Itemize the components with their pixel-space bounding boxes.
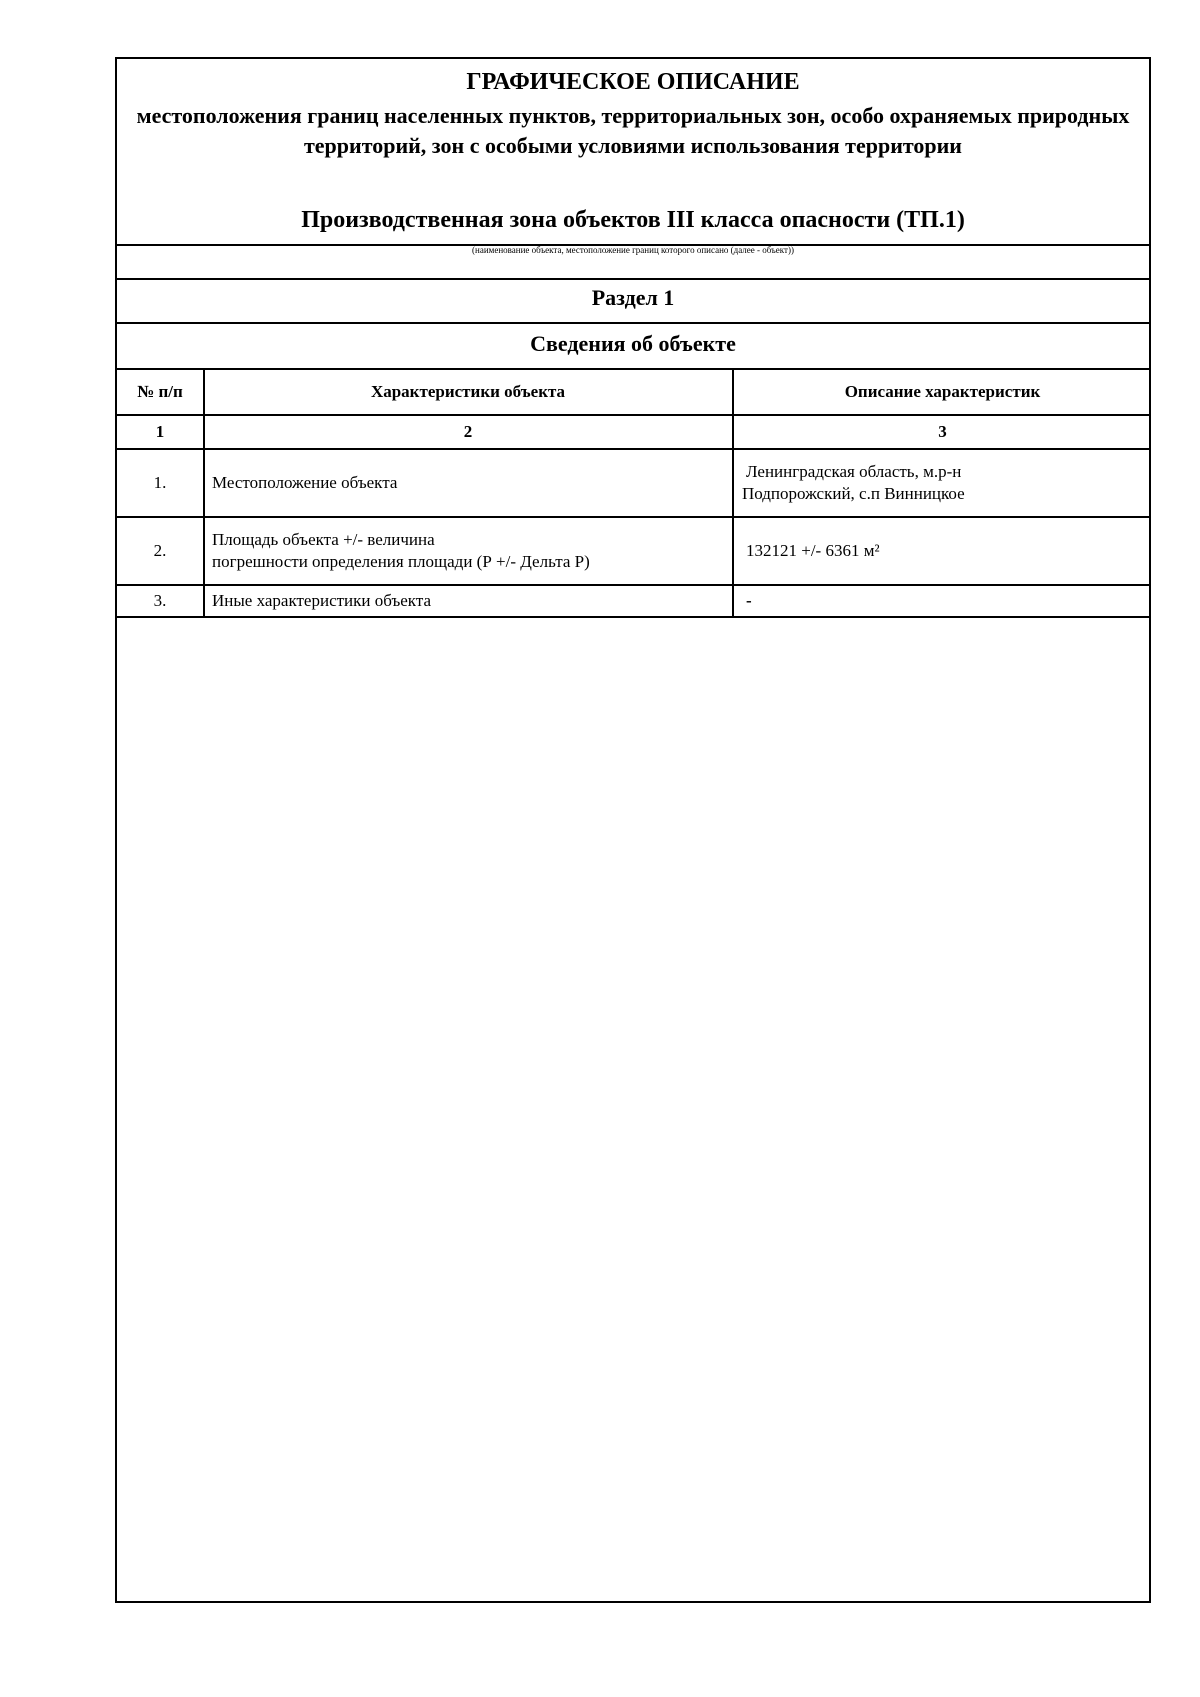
- document-subtitle: местоположения границ населенных пунктов, территориальных зон, особо охраняемых природных территорий, зон с особыми условиями использования территории: [136, 103, 1130, 158]
- row-number: 1.: [153, 473, 167, 492]
- row-description: 132121 +/- 6361 м²: [746, 541, 880, 560]
- row-description: -: [746, 591, 752, 610]
- section-title: Сведения об объекте: [530, 331, 736, 356]
- row-number: 3.: [153, 591, 167, 610]
- row-description-line: Подпорожский, с.п Винницкое: [742, 484, 965, 503]
- document-header: [117, 59, 1149, 244]
- column-number: 3: [938, 422, 947, 441]
- document-title: ГРАФИЧЕСКОЕ ОПИСАНИЕ: [466, 69, 800, 95]
- object-caption: (наименование объекта, местоположение границ которого описано (далее - объект)): [472, 245, 794, 255]
- section-number: Раздел 1: [591, 285, 675, 310]
- row-characteristic: Местоположение объекта: [212, 473, 398, 492]
- column-header-characteristic: Характеристики объекта: [370, 382, 566, 401]
- column-number: 1: [155, 422, 165, 441]
- column-header-description: Описание характеристик: [844, 382, 1041, 401]
- row-description-line: Ленинградская область, м.р-н: [746, 462, 962, 481]
- row-characteristic: Иные характеристики объекта: [212, 591, 432, 610]
- row-characteristic: [204, 518, 732, 584]
- row-characteristic-line: погрешности определения площади (Р +/- Дельта Р): [212, 552, 590, 571]
- column-header-number: № п/п: [137, 382, 183, 401]
- divider: [117, 616, 1149, 618]
- divider: [117, 322, 1149, 324]
- column-number: 2: [463, 422, 473, 441]
- document-frame: [115, 57, 1151, 1603]
- row-characteristic-line: Площадь объекта +/- величина: [212, 530, 435, 549]
- row-number: 2.: [153, 541, 167, 560]
- divider: [117, 278, 1149, 280]
- row-description: [734, 450, 1151, 516]
- object-name: Производственная зона объектов III класса опасности (ТП.1): [301, 207, 965, 233]
